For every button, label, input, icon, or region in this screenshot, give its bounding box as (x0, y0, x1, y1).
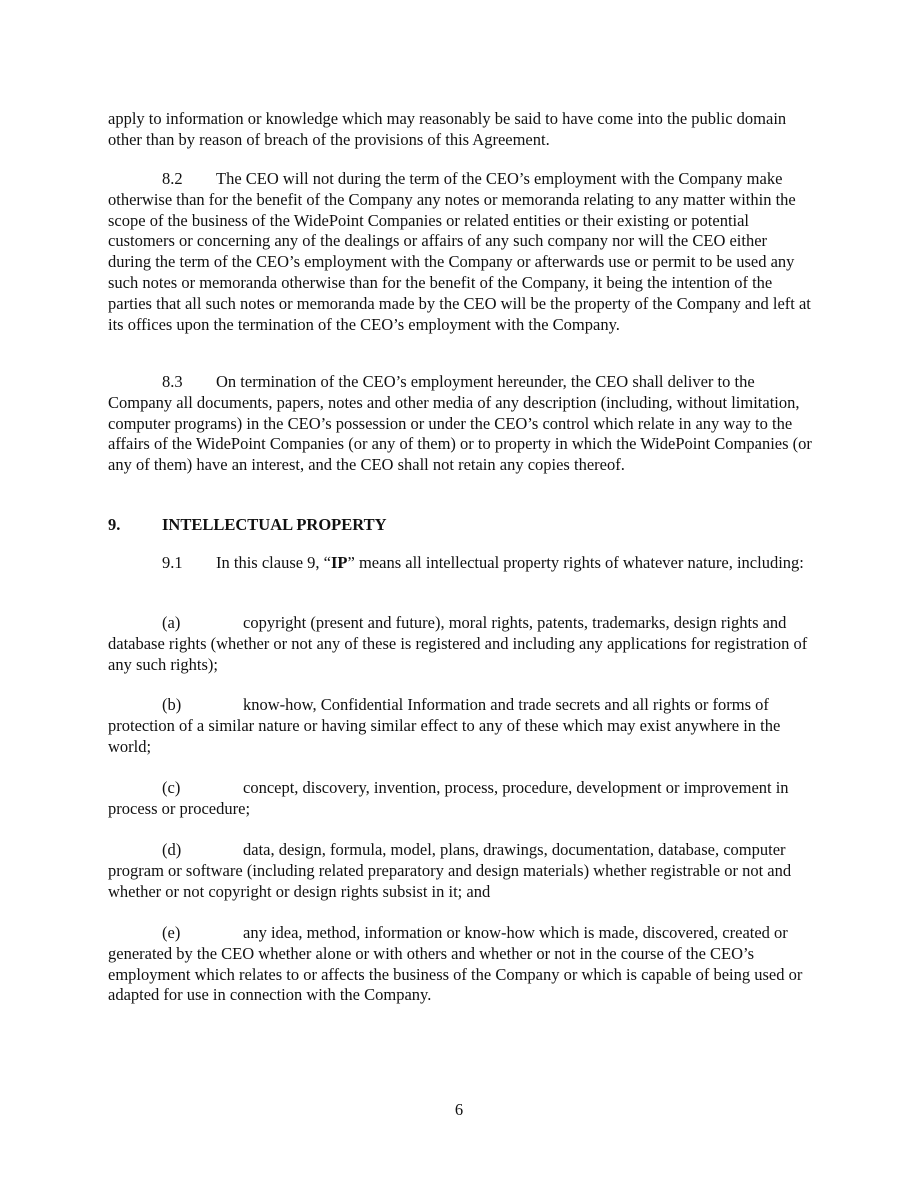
clause-text-after: ” means all intellectual property rights of whatever nature, including: (347, 553, 804, 572)
list-item-a (108, 613, 812, 675)
section-heading-9 (108, 515, 387, 535)
section-number: 9. (108, 515, 121, 534)
list-item-e (108, 923, 812, 1006)
item-text: any idea, method, information or know-how which is made, discovered, created or generated by the CEO whether alone or with others and whether or not in the course of the CEO’s employment which relates to or affects the business of the Company or which is capable of being used or adapted for use in connection with the Company. (108, 923, 803, 1005)
clause-number: 8.2 (162, 169, 183, 188)
list-item-c (108, 778, 812, 820)
section-title: INTELLECTUAL PROPERTY (162, 515, 387, 534)
paragraph-9-1 (108, 553, 812, 574)
item-label: (e) (162, 923, 181, 942)
clause-text: The CEO will not during the term of the CEO’s employment with the Company make otherwise than for the benefit of the Company any notes or memoranda relating to any matter within the scope of the business of the WidePoint Companies or related entities or their existing or potential customers or concerning any of the dealings or affairs of any such company nor will the CEO either during the term of the CEO’s employment with the Company or afterwards use or permit to be used any such notes or memoranda otherwise than for the benefit of the Company, it being the intention of the parties that all such notes or memoranda made by the CEO will be the property of the Company and left at its offices upon the termination of the CEO’s employment with the Company. (108, 169, 811, 334)
clause-text-before: In this clause 9, “ (216, 553, 332, 572)
item-label: (a) (162, 613, 181, 632)
list-item-b (108, 695, 812, 757)
item-text: copyright (present and future), moral rights, patents, trademarks, design rights and database rights (whether or not any of these is registered and including any applications for registration of any such rights); (108, 613, 808, 674)
paragraph-8-3 (108, 372, 812, 476)
defined-term: IP (331, 553, 348, 572)
clause-number: 9.1 (162, 553, 183, 572)
paragraph-intro-text: apply to information or knowledge which may reasonably be said to have come into the public domain other than by reason of breach of the provisions of this Agreement. (108, 109, 787, 149)
item-text: know-how, Confidential Information and trade secrets and all rights or forms of protection of a similar nature or having similar effect to any of these which may exist anywhere in the world; (108, 695, 781, 756)
page-number: 6 (454, 1100, 464, 1119)
item-text: data, design, formula, model, plans, drawings, documentation, database, computer program or software (including related preparatory and design materials) whether registrable or not and whether or not copyright or design rights subsist in it; and (108, 840, 792, 901)
paragraph-intro (108, 109, 812, 151)
item-label: (b) (162, 695, 182, 714)
item-label: (d) (162, 840, 182, 859)
clause-text: On termination of the CEO’s employment hereunder, the CEO shall deliver to the Company all documents, papers, notes and other media of any description (including, without limitation, computer programs) in the CEO’s possession or under the CEO’s control which relate in any way to the affairs of the WidePoint Companies (or any of them) or to property in which the WidePoint Companies (or any of them) have an interest, and the CEO shall not retain any copies thereof. (108, 372, 812, 475)
item-label: (c) (162, 778, 181, 797)
clause-number: 8.3 (162, 372, 183, 391)
paragraph-8-2 (108, 169, 812, 335)
list-item-d (108, 840, 812, 902)
item-text: concept, discovery, invention, process, procedure, development or improvement in process or procedure; (108, 778, 789, 818)
